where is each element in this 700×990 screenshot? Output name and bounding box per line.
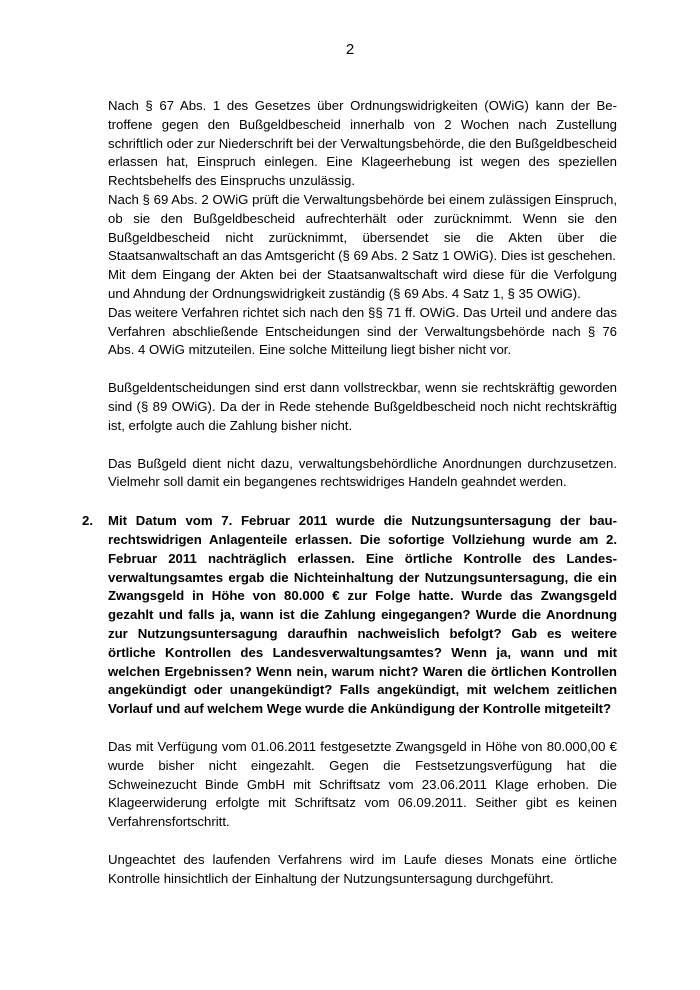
paragraph-bussgeld-zweck: Das Bußgeld dient nicht dazu, verwaltungsbehördliche Anordnungen durchzusetzen. Vielmehr soll damit ein begangenes rechtswidriges Handeln geahndet werden. (108, 455, 617, 490)
paragraph-weiteres-verfahren: Das weitere Verfahren richtet sich nach den §§ 71 ff. OWiG. Das Urteil und andere das Verfahren abschließende Entscheidungen sind der Verwaltungsbehörde nach § 76 Abs. 4 OWiG mitzuteilen. Eine solche Mitteilung liegt bisher nicht vor. (108, 304, 617, 358)
paragraph-staatsanwaltschaft: Mit dem Eingang der Akten bei der Staatsanwaltschaft wird diese für die Verfolgung und Ahndung der Ordnungswidrigkeit zuständig (§ 69 Abs. 4 Satz 1, § 35 OWiG). (108, 267, 617, 301)
paragraph-vollstreckbarkeit: Bußgeldentscheidungen sind erst dann vollstreckbar, wenn sie rechtskräftig geworden sind (§ 89 OWiG). Da der in Rede stehende Bußgeldbescheid noch nicht rechtskräftig ist, erfolgte auch die Zahlung bisher nicht. (108, 380, 617, 433)
question-number: 2. (82, 513, 93, 529)
page-number: 2 (345, 41, 355, 58)
answer-2-zwangsgeld: Das mit Verfügung vom 01.06.2011 festgesetzte Zwangsgeld in Höhe von 80.000,00 € wurde bisher nicht eingezahlt. Gegen die Festsetzungsverfügung hat die Schweinezucht Binde GmbH mit Schriftsatz vom 23.06.2011 Klage erhoben. Die Klageerwiderung erfolgte mit Schriftsatz vom 06.09.2011. Seither gibt es keinen Verfahrensfortschritt. (108, 738, 617, 830)
paragraph-verwaltungsbehoerde: Nach § 69 Abs. 2 OWiG prüft die Verwaltungsbehörde bei einem zulässigen Einspruch, ob sie den Bußgeldbescheid aufrechterhält oder zurücknimmt. Wenn sie den Bußgeldbescheid nicht zurücknimmt, übersendet sie die Akten über die Staatsanwaltschaft an das Amtsgericht (§ 69 Abs. 2 Satz 1 OWiG). Dies ist geschehen. (108, 191, 617, 264)
question-2 (82, 512, 617, 719)
answer-2-kontrolle: Ungeachtet des laufenden Verfahrens wird im Laufe dieses Monats eine örtliche Kontrolle hinsichtlich der Einhaltung der Nutzungsuntersagung durchgeführt. (108, 851, 617, 886)
paragraph-einspruch: Nach § 67 Abs. 1 des Gesetzes über Ordnungswidrigkeiten (OWiG) kann der Betroffene gegen den Bußgeldbescheid innerhalb von 2 Wochen nach Zustellung schriftlich oder zur Niederschrift bei der Verwaltungsbehörde, die den Bußgeldbescheid erlassen hat, Einspruch einlegen. Eine Klageerhebung ist wegen des speziellen Rechtsbehelfs des Einspruchs unzulässig. (108, 98, 617, 189)
question-2-text: Mit Datum vom 7. Februar 2011 wurde die Nutzungsuntersagung der baurechtswidrigen Anlagenteile erlassen. Die sofortige Vollziehung wurde am 2. Februar 2011 nachträglich erlassen. Eine örtliche Kontrolle des Landesverwaltungsamtes ergab die Nichteinhaltung der Nutzungsuntersagung, die ein Zwangsgeld in Höhe von 80.000 € zur Folge hatte. Wurde das Zwangsgeld gezahlt und falls ja, wann ist die Zahlung eingegangen? Wurde die Anordnung zur Nutzungsuntersagung daraufhin nachweislich befolgt? Gab es weitere örtliche Kontrollen des Landesverwaltungsamtes? Wenn ja, wann und mit welchen Ergebnissen? Wenn nein, warum nicht? Waren die örtlichen Kontrollen angekündigt oder unangekündigt? Falls angekündigt, mit welchem zeitlichen Vorlauf und auf welchem Wege wurde die Ankündigung der Kontrolle mitgeteilt? (108, 513, 617, 717)
document-body (82, 97, 617, 888)
